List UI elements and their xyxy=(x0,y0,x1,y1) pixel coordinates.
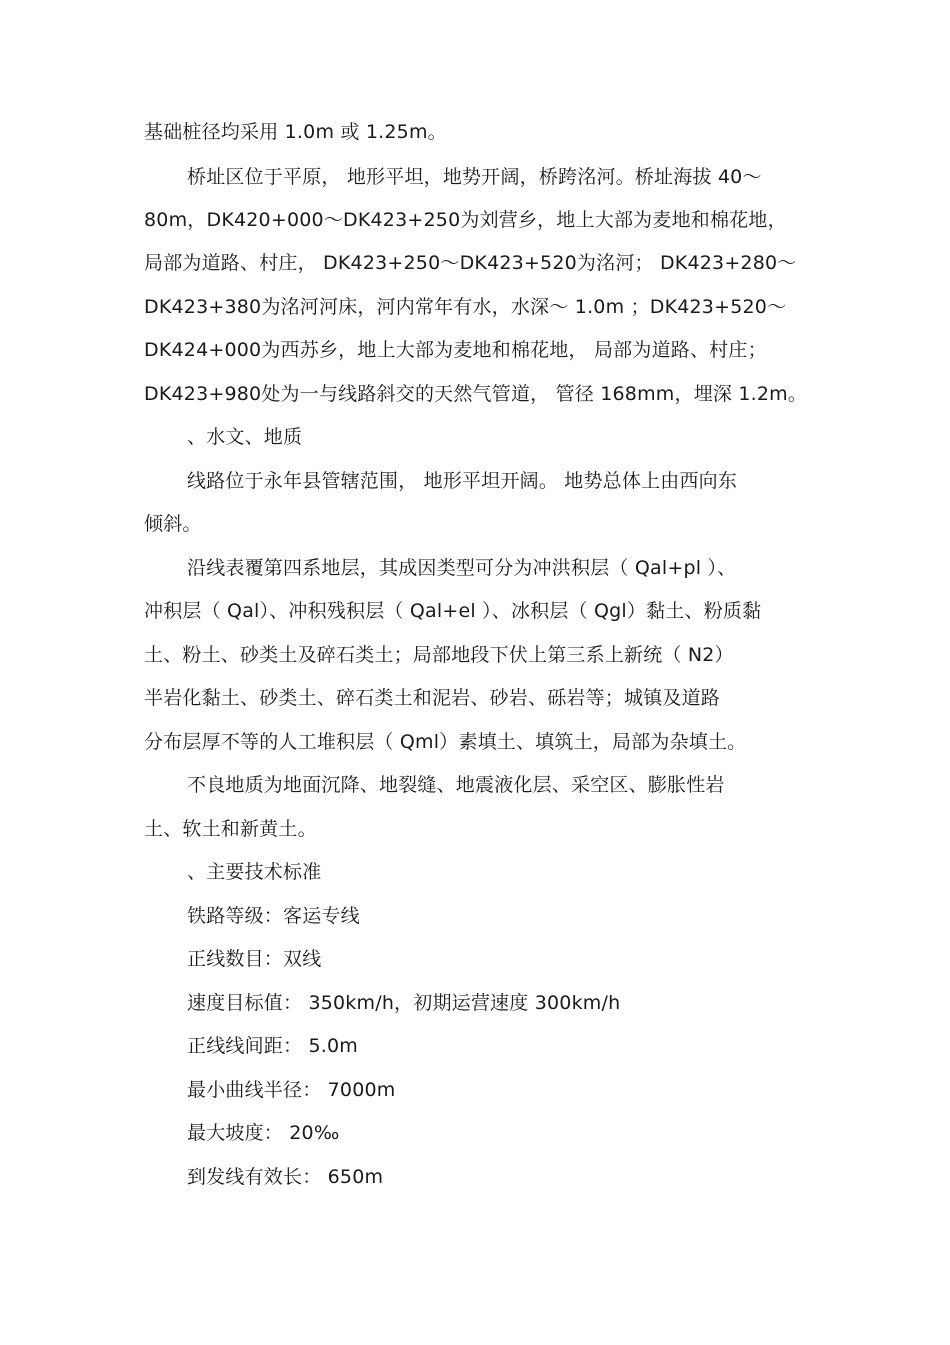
section-heading-technical-standards: 、主要技术标准 xyxy=(187,861,322,883)
text-line-9: 线路位于永年县管辖范围， 地形平坦开阔。 地势总体上由西向东 xyxy=(187,470,738,492)
text-line-7: DK423+980处为一与线路斜交的天然气管道， 管径 168mm，埋深 1.2m。 xyxy=(144,383,808,405)
text-line-5: DK423+380为洺河河床，河内常年有水，水深～ 1.0m ；DK423+520～ xyxy=(144,296,787,318)
text-line-11: 沿线表覆第四系地层，其成因类型可分为冲洪积层（ Qal+pl ）、 xyxy=(187,557,737,579)
text-line-13: 土、粉土、砂类土及碎石类土；局部地段下伏上第三系上新统（ N2） xyxy=(144,644,734,666)
spec-min-curve-radius: 最小曲线半径： 7000m xyxy=(187,1079,396,1101)
text-line-4: 局部为道路、村庄， DK423+250～DK423+520为洺河； DK423+280～ xyxy=(144,252,797,274)
text-line-2: 桥址区位于平原， 地形平坦，地势开阔，桥跨洺河。桥址海拔 40～ xyxy=(187,166,762,188)
text-line-15: 分布层厚不等的人工堆积层（ Qml）素填土、填筑土，局部为杂填土。 xyxy=(144,731,747,753)
text-line-1: 基础桩径均采用 1.0m 或 1.25m。 xyxy=(144,121,447,143)
spec-target-speed: 速度目标值： 350km/h，初期运营速度 300km/h xyxy=(187,992,621,1014)
text-line-17: 土、软土和新黄土。 xyxy=(144,818,317,840)
text-line-14: 半岩化黏土、砂类土、碎石类土和泥岩、砂岩、砾岩等；城镇及道路 xyxy=(144,687,721,709)
section-heading-hydrology-geology: 、水文、地质 xyxy=(187,426,303,448)
spec-effective-length: 到发线有效长： 650m xyxy=(187,1166,384,1188)
spec-main-line-count: 正线数目：双线 xyxy=(187,948,322,970)
text-line-12: 冲积层（ Qal）、冲积残积层（ Qal+el ）、冰积层（ Qgl）黏土、粉质黏 xyxy=(144,600,762,622)
text-line-6: DK424+000为西苏乡，地上大部为麦地和棉花地， 局部为道路、村庄； xyxy=(144,339,767,361)
text-line-10: 倾斜。 xyxy=(144,513,202,535)
spec-railway-grade: 铁路等级：客运专线 xyxy=(187,905,360,927)
spec-max-gradient: 最大坡度： 20‰ xyxy=(187,1122,340,1144)
spec-line-spacing: 正线线间距： 5.0m xyxy=(187,1035,358,1057)
text-line-16: 不良地质为地面沉降、地裂缝、地震液化层、采空区、膨胀性岩 xyxy=(187,774,725,796)
text-line-3: 80m，DK420+000～DK423+250为刘营乡，地上大部为麦地和棉花地， xyxy=(144,209,787,231)
